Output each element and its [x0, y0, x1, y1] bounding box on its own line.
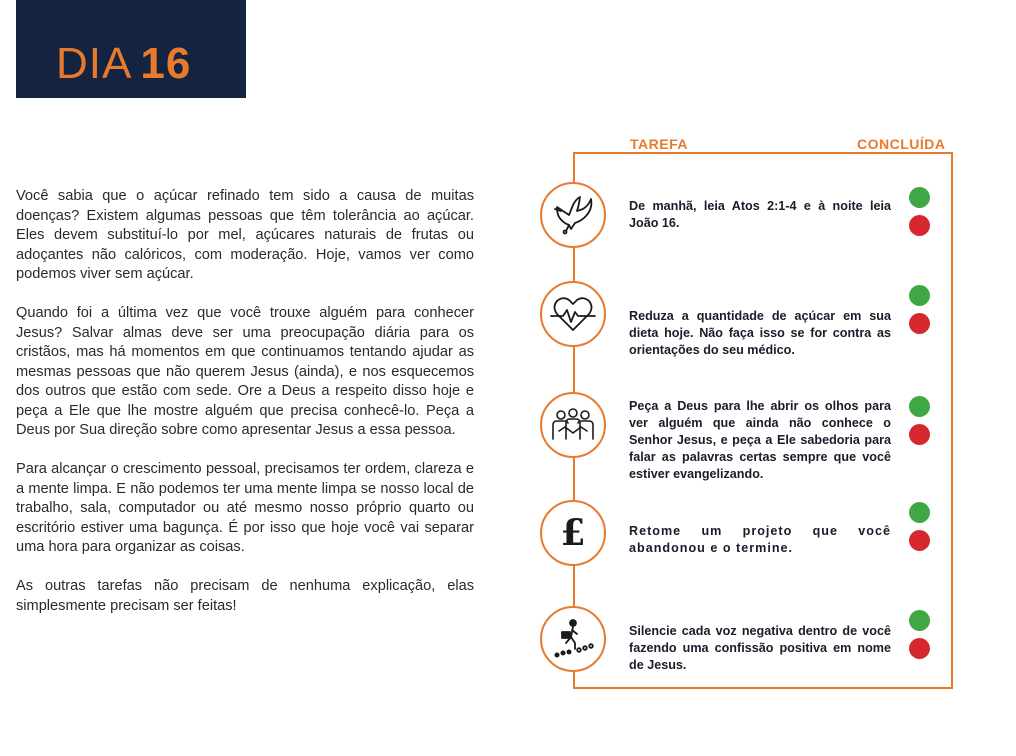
heart-pulse-icon — [540, 281, 606, 347]
not-done-button[interactable] — [909, 530, 930, 551]
done-button[interactable] — [909, 285, 930, 306]
day-banner — [16, 0, 246, 98]
paragraph: Para alcançar o crescimento pessoal, precisamos ter ordem, clareza e a mente limpa. E não podemos ter uma mente limpa se nosso local de trabalho, sala, computador ou até mesmo nosso próprio quarto ou escritório estiver uma bagunça. É por isso que hoje você vai separar uma hora para organizar as coisas. — [16, 461, 474, 555]
not-done-button[interactable] — [909, 638, 930, 659]
dove-icon — [540, 182, 606, 248]
task-text: Retome um projeto que você abandonou e o termine. — [629, 524, 891, 555]
header-task: TAREFA — [630, 136, 688, 152]
people-group-icon — [540, 392, 606, 458]
header-done: CONCLUÍDA — [857, 136, 946, 152]
climbing-steps-icon — [540, 606, 606, 672]
day-number: 16 — [140, 39, 192, 88]
body-text — [16, 187, 474, 636]
not-done-button[interactable] — [909, 313, 930, 334]
done-button[interactable] — [909, 610, 930, 631]
done-button[interactable] — [909, 187, 930, 208]
pound-symbol: £ — [560, 512, 586, 554]
paragraph: As outras tarefas não precisam de nenhuma explicação, elas simplesmente precisam ser feitas! — [16, 578, 474, 614]
task-text: Peça a Deus para lhe abrir os olhos para ver alguém que ainda não conhece o Senhor Jesus, e peça a Ele sabedoria para falar as palavras certas sempre que você estiver evangelizando. — [629, 399, 891, 481]
task-text: Reduza a quantidade de açúcar em sua dieta hoje. Não faça isso se for contra as orientações do seu médico. — [629, 309, 891, 357]
not-done-button[interactable] — [909, 424, 930, 445]
day-word: DIA — [56, 39, 133, 88]
pound-sign-icon — [540, 500, 606, 566]
paragraph: Você sabia que o açúcar refinado tem sido a causa de muitas doenças? Existem algumas pessoas que têm tolerância ao açúcar. Eles devem substituí-lo por mel, açúcares naturais de frutas ou adoçantes não calóricos, com moderação. Hoje, vamos ver como podemos viver sem açúcar. — [16, 188, 474, 282]
paragraph: Quando foi a última vez que você trouxe alguém para conhecer Jesus? Salvar almas deve ser uma preocupação diária para os cristãos, mas há momentos em que continuamos tentando ajudar as mesmas pessoas que não querem Jesus (ainda), e nos esquecemos dos outros que estão com sede. Ore a Deus a respeito disso hoje e peça a Ele que lhe mostre alguém que precisa conhecê-lo. Peça a Deus por Sua direção sobre como apresentar Jesus a essa pessoa. — [16, 305, 474, 438]
task-text: Silencie cada voz negativa dentro de você fazendo uma confissão positiva em nome de Jesus. — [629, 624, 891, 672]
done-button[interactable] — [909, 502, 930, 523]
task-text: De manhã, leia Atos 2:1-4 e à noite leia João 16. — [629, 199, 891, 230]
not-done-button[interactable] — [909, 215, 930, 236]
done-button[interactable] — [909, 396, 930, 417]
day-title — [56, 38, 191, 90]
